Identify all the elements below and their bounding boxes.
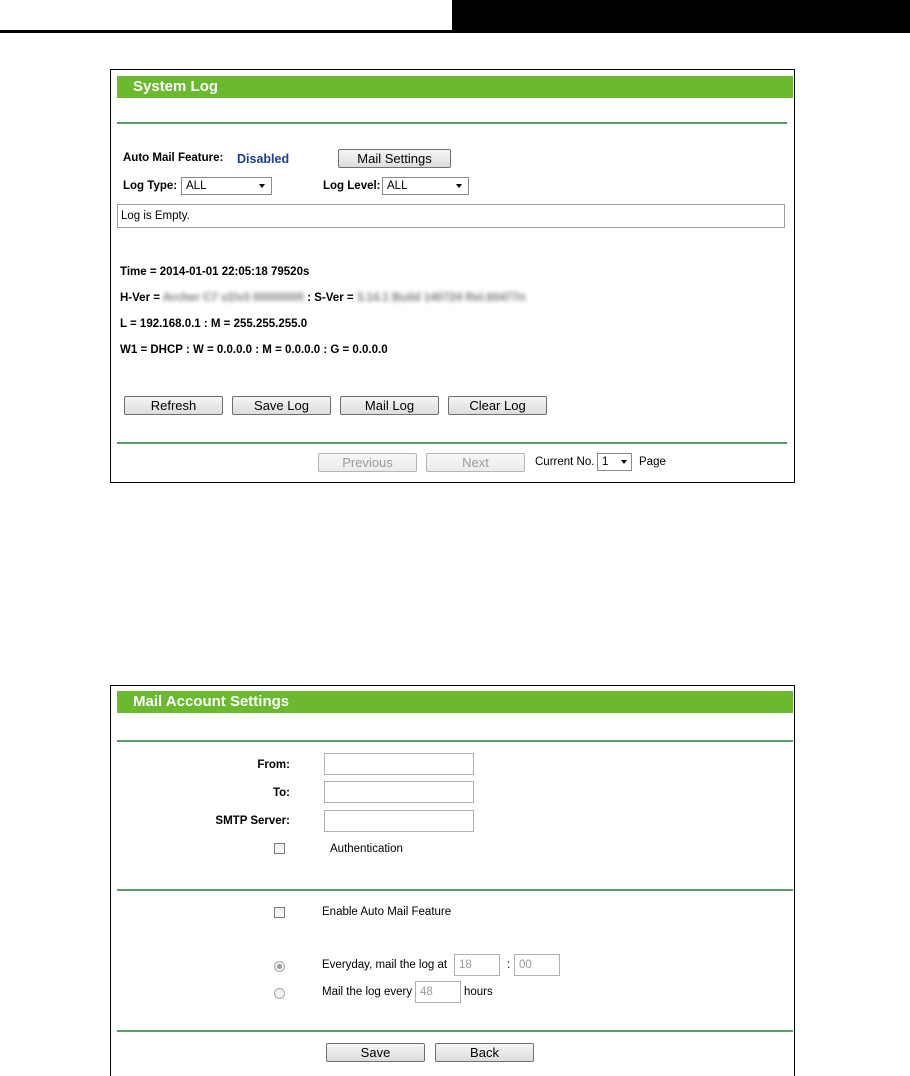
chevron-down-icon [456,184,462,188]
time-separator: : [507,959,511,971]
from-label: From: [257,759,290,771]
separator [117,1030,793,1032]
enable-auto-mail-label: Enable Auto Mail Feature [322,906,452,918]
current-page-select[interactable] [597,453,632,471]
everyday-hour-input[interactable] [454,954,500,976]
log-level-value: ALL [387,180,408,192]
back-button[interactable]: Back [435,1043,534,1062]
separator [117,740,793,742]
refresh-button[interactable]: Refresh [124,396,223,415]
log-level-label: Log Level: [323,180,381,192]
version-info [120,292,526,304]
interval-radio[interactable] [274,988,285,999]
hours-label: hours [464,986,493,998]
save-button[interactable]: Save [326,1043,425,1062]
next-page-button[interactable]: Next [426,453,525,472]
hardware-version-label: H-Ver = [120,292,163,304]
log-type-label: Log Type: [123,180,178,192]
enable-auto-mail-checkbox[interactable] [274,907,285,918]
auto-mail-status: Disabled [237,152,290,166]
hardware-version-value: Archer C7 v2/v3 00000000 [162,292,305,304]
page-header-rule [0,30,452,33]
mail-settings-panel [110,685,795,1076]
current-page-label: Current No. [535,456,595,468]
everyday-minute-input[interactable] [514,954,560,976]
authentication-checkbox[interactable] [274,843,285,854]
current-page-value: 1 [602,456,609,468]
interval-label: Mail the log every [322,986,413,998]
separator [117,122,787,124]
separator [117,442,787,444]
to-label: To: [272,787,290,799]
system-log-title: System Log [117,76,793,98]
mail-log-button[interactable]: Mail Log [340,396,439,415]
previous-page-button[interactable]: Previous [318,453,417,472]
chevron-down-icon [259,184,265,188]
smtp-server-input[interactable] [324,810,474,832]
system-log-panel [110,69,795,483]
separator [117,889,793,891]
software-version-label: : S-Ver = [304,292,357,304]
mail-settings-title: Mail Account Settings [117,691,793,713]
page-header-block [452,0,910,33]
page-label: Page [639,456,666,468]
log-type-value: ALL [186,180,207,192]
log-type-select[interactable] [181,177,272,195]
time-info: Time = 2014-01-01 22:05:18 79520s [120,266,310,278]
wan-info: W1 = DHCP : W = 0.0.0.0 : M = 0.0.0.0 : G = 0.0.0.0 [120,344,388,356]
chevron-down-icon [621,460,627,464]
interval-hours-input[interactable] [415,981,461,1003]
software-version-value: 3.14.1 Build 140724 Rel.60477n [356,292,526,304]
to-input[interactable] [324,781,474,803]
everyday-radio[interactable] [274,961,285,972]
lan-info: L = 192.168.0.1 : M = 255.255.255.0 [120,318,308,330]
save-log-button[interactable]: Save Log [232,396,331,415]
log-content-box: Log is Empty. [117,204,785,228]
clear-log-button[interactable]: Clear Log [448,396,547,415]
authentication-label: Authentication [330,843,403,855]
everyday-label: Everyday, mail the log at [322,959,448,971]
from-input[interactable] [324,753,474,775]
auto-mail-label: Auto Mail Feature: [123,152,224,164]
mail-settings-button[interactable]: Mail Settings [338,149,451,168]
log-level-select[interactable] [382,177,469,195]
smtp-server-label: SMTP Server: [215,815,290,827]
